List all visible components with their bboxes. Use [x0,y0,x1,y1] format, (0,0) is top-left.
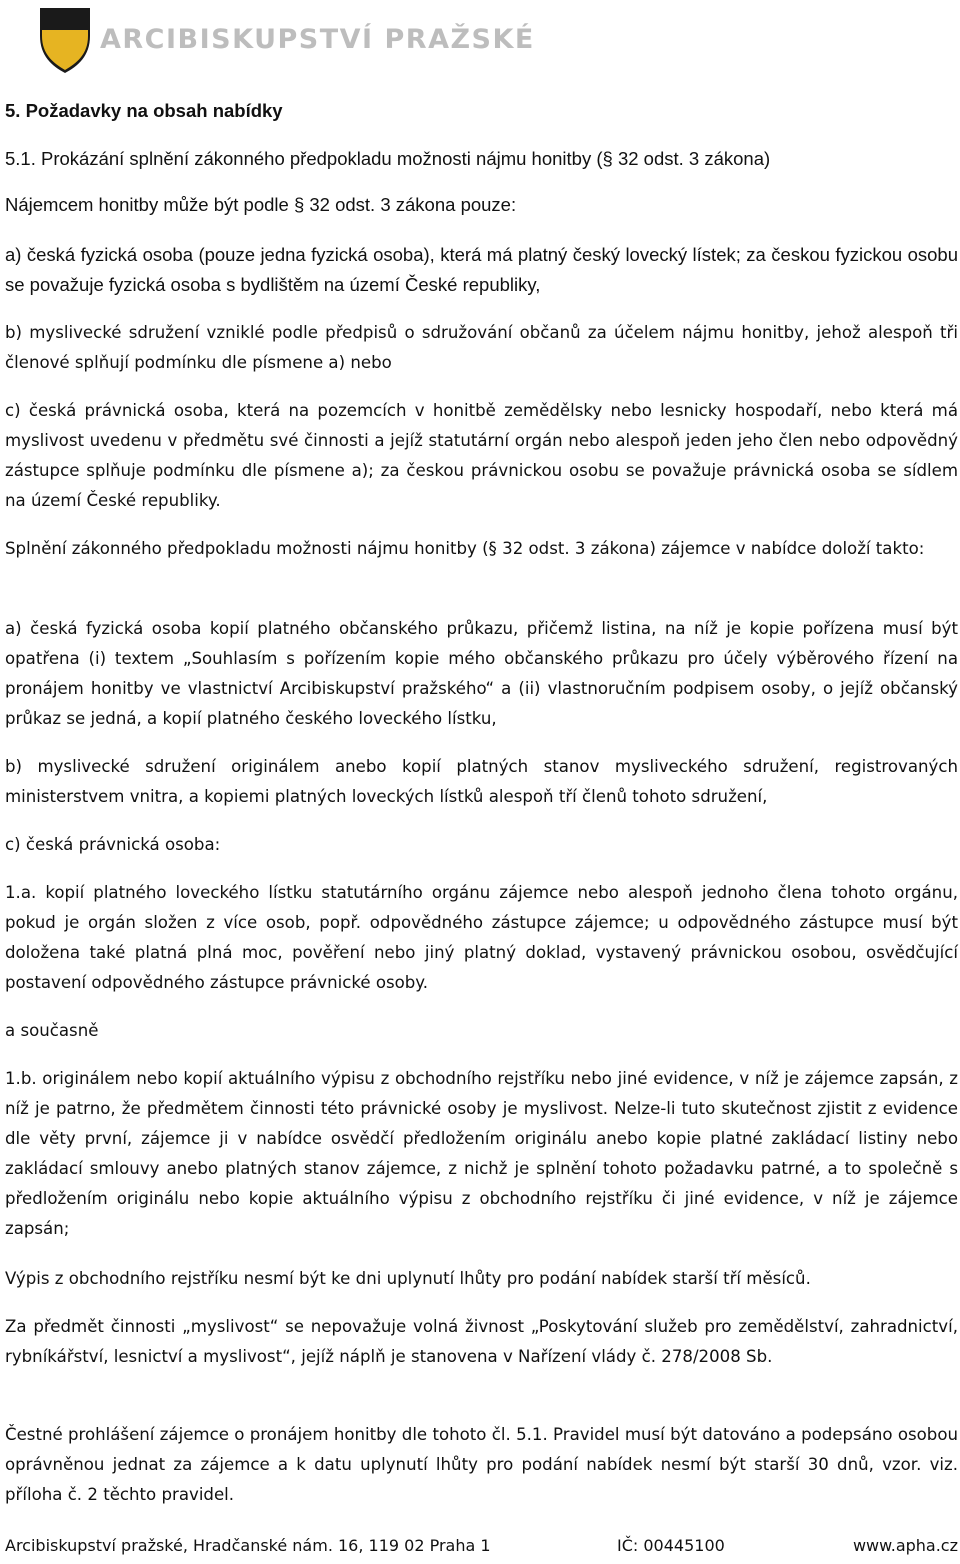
letterhead [38,6,578,76]
extract-age-paragraph: Výpis z obchodního rejstříku nesmí být ke dni uplynutí lhůty pro podání nabídek starší tří měsíců. [5,1269,811,1288]
item-a-paragraph: a) česká fyzická osoba (pouze jedna fyzická osoba), která má platný český lovecký lístek; za českou fyzickou osobu se považuje fyzická osoba s bydlištěm na území České republiky, [5,244,958,295]
item-b-paragraph: b) myslivecké sdružení vzniklé podle předpisů o sdružování občanů za účelem nájmu honitby, jehož alespoň tři členové splňují podmínku dle písmene a) nebo [5,323,958,372]
declaration-paragraph: Čestné prohlášení zájemce o pronájem honitby dle tohoto čl. 5.1. Pravidel musí být datováno a podepsáno osobou oprávněnou jednat za zájemce a k datu uplynutí lhůty pro podání nabídek nesmí být starší 30 dnů, vzor. viz. příloha č. 2 těchto pravidel. [5,1425,958,1504]
footer-ic: IČ: 00445100 [617,1536,725,1555]
proof-c1b-paragraph: 1.b. originálem nebo kopií aktuálního výpisu z obchodního rejstříku nebo jiné evidence, v níž je zájemce zapsán, z níž je patrno, že předmětem činnosti této právnické osoby je myslivost. Nelze-li tuto skutečnost zjistit z evidence dle věty první, zájemce ji v nabídce osvědčí předložením originálu anebo kopie platné zakládací listiny nebo zakládací smlouvy anebo platných stanov zájemce, z nichž je splnění tohoto požadavku patrné, a to společně s předložením originálu nebo kopie aktuálního výpisu z obchodního rejstříku či jiné evidence, v níž je zájemce zapsán; [5,1069,958,1238]
proof-c-paragraph: c) česká právnická osoba: [5,835,221,854]
footer-web: www.apha.cz [852,1536,958,1555]
coat-of-arms-icon [38,6,92,74]
footer [5,1536,958,1562]
proof-b-paragraph: b) myslivecké sdružení originálem anebo kopií platných stanov mysliveckého sdružení, registrovaných ministerstvem vnitra, a kopiemi platných loveckých lístků alespoň tří členů tohoto sdružení, [5,757,958,806]
intro-paragraph: Nájemcem honitby může být podle § 32 odst. 3 zákona pouze: [5,194,517,215]
subsection-title: 5.1. Prokázání splnění zákonného předpokladu možnosti nájmu honitby (§ 32 odst. 3 zákona) [5,148,771,169]
footer-address: Arcibiskupství pražské, Hradčanské nám. 16, 119 02 Praha 1 [5,1536,491,1555]
item-c-paragraph: c) česká právnická osoba, která na pozemcích v honitbě zemědělsky nebo lesnicky hospodaří, nebo která má myslivost uvedenu v předmětu své činnosti a jejíž statutární orgán nebo alespoň jeden jeho člen nebo odpovědný zástupce splňuje podmínku dle písmene a); za českou právnickou osobu se považuje právnická osoba se sídlem na území České republiky. [5,401,958,510]
proof-c1a-paragraph: 1.a. kopií platného loveckého lístku statutárního orgánu zájemce nebo alespoň jednoho člena tohoto orgánu, pokud je orgán složen z více osob, popř. odpovědného zástupce zájemce; u odpovědného zástupce musí být doložena také platná plná moc, pověření nebo jiný platný doklad, vystavený právnickou osobou, osvědčující postavení odpovědného zástupce právnické osoby. [5,883,958,992]
and-also-paragraph: a současně [5,1021,99,1040]
activity-note-paragraph: Za předmět činnosti „myslivost“ se nepovažuje volná živnost „Poskytování služeb pro zemědělství, zahradnictví, rybníkářství, lesnictví a myslivost“, jejíž náplň je stanovena v Nařízení vlády č. 278/2008 Sb. [5,1317,958,1366]
fulfil-intro-paragraph: Splnění zákonného předpokladu možnosti nájmu honitby (§ 32 odst. 3 zákona) zájemce v nabídce doloží takto: [5,539,925,558]
brand-name: ARCIBISKUPSTVÍ PRAŽSKÉ [100,24,535,55]
section-title: 5. Požadavky na obsah nabídky [5,100,283,121]
proof-a-paragraph: a) česká fyzická osoba kopií platného občanského průkazu, přičemž listina, na níž je kopie pořízena musí být opatřena (i) textem „Souhlasím s pořízením kopie mého občanského průkazu pro účely výběrového řízení na pronájem honitby ve vlastnictví Arcibiskupství pražského“ a (ii) vlastnoručním podpisem osoby, o jejíž občanský průkaz se jedná, a kopií platného českého loveckého lístku, [5,619,958,728]
